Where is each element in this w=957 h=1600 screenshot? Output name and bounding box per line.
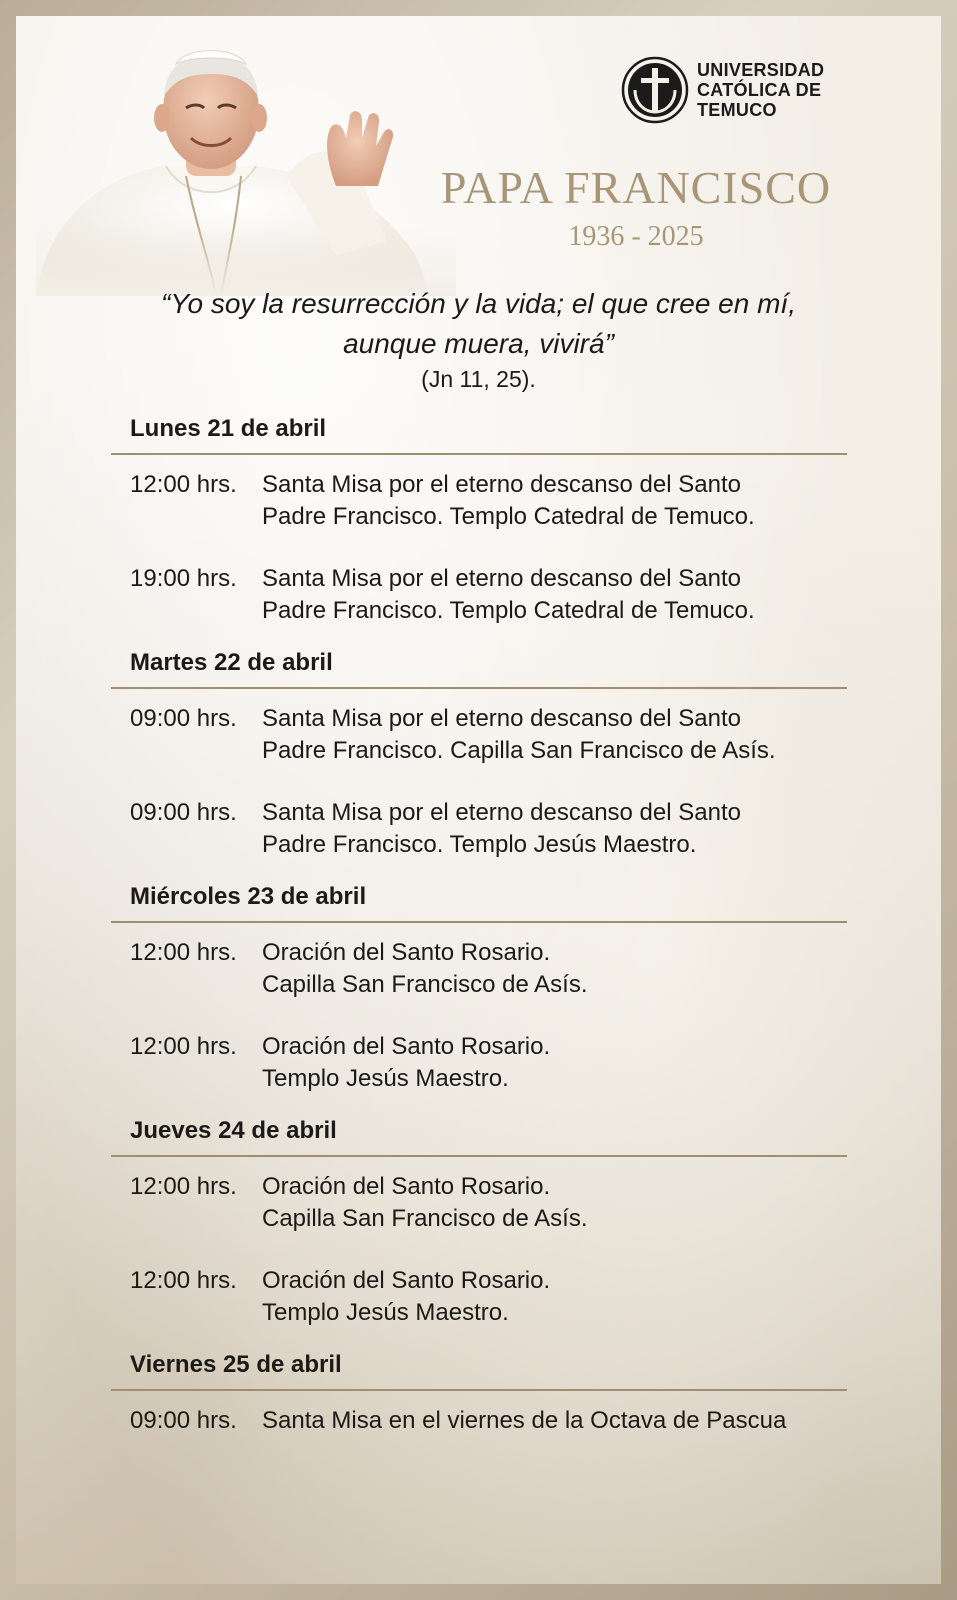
event-line: Santa Misa por el eterno descanso del Santo: [262, 705, 741, 732]
schedule-event: [130, 1405, 847, 1437]
logo-line: TEMUCO: [697, 100, 777, 120]
event-time: 12:00 hrs.: [130, 1173, 237, 1200]
schedule-event: [130, 1031, 847, 1095]
event-line: Oración del Santo Rosario.: [262, 939, 551, 966]
event-line: Santa Misa en el viernes de la Octava de Pascua: [262, 1407, 787, 1434]
event-line: Padre Francisco. Templo Catedral de Temuco.: [262, 503, 755, 530]
event-line: Oración del Santo Rosario.: [262, 1033, 551, 1060]
pope-portrait-illustration: [36, 26, 456, 296]
day-title: Viernes 25 de abril: [130, 1351, 342, 1378]
day-section: [111, 1113, 847, 1347]
day-section: [111, 1347, 847, 1455]
university-logo: [621, 56, 824, 124]
day-title: Martes 22 de abril: [130, 649, 333, 676]
event-line: Oración del Santo Rosario.: [262, 1267, 551, 1294]
event-line: Oración del Santo Rosario.: [262, 1173, 551, 1200]
event-time: 09:00 hrs.: [130, 799, 237, 826]
bible-quote: [76, 284, 881, 364]
day-section: [111, 879, 847, 1113]
event-description: [262, 1171, 847, 1235]
day-section: [111, 645, 847, 879]
logo-line: UNIVERSIDAD: [697, 60, 825, 80]
event-description: [262, 1405, 847, 1437]
university-emblem-icon: [621, 56, 689, 124]
day-title: Lunes 21 de abril: [130, 415, 327, 442]
event-description: [262, 937, 847, 1001]
event-line: Santa Misa por el eterno descanso del Santo: [262, 471, 741, 498]
event-time: 12:00 hrs.: [130, 1267, 237, 1294]
university-name: [697, 60, 824, 120]
event-time: 12:00 hrs.: [130, 471, 237, 498]
schedule-event: [130, 1171, 847, 1235]
event-line: Padre Francisco. Capilla San Francisco de Asís.: [262, 737, 776, 764]
life-years: 1936 - 2025: [568, 221, 704, 252]
day-title: Jueves 24 de abril: [130, 1117, 337, 1144]
quote-citation: (Jn 11, 25).: [421, 366, 536, 392]
event-time: 19:00 hrs.: [130, 565, 237, 592]
event-line: Santa Misa por el eterno descanso del Santo: [262, 799, 741, 826]
schedule-event: [130, 797, 847, 861]
event-line: Santa Misa por el eterno descanso del Santo: [262, 565, 741, 592]
memorial-poster: [16, 16, 941, 1584]
schedule-event: [130, 469, 847, 533]
schedule-event: [130, 703, 847, 767]
day-title: Miércoles 23 de abril: [130, 883, 367, 910]
event-time: 09:00 hrs.: [130, 1407, 237, 1434]
page-title: PAPA FRANCISCO: [440, 162, 832, 213]
event-description: [262, 1265, 847, 1329]
event-line: Capilla San Francisco de Asís.: [262, 971, 588, 998]
schedule-event: [130, 937, 847, 1001]
event-description: [262, 703, 847, 767]
event-line: Padre Francisco. Templo Jesús Maestro.: [262, 831, 697, 858]
schedule-event: [130, 1265, 847, 1329]
event-description: [262, 469, 847, 533]
event-time: 09:00 hrs.: [130, 705, 237, 732]
event-time: 12:00 hrs.: [130, 939, 237, 966]
event-time: 12:00 hrs.: [130, 1033, 237, 1060]
schedule-event: [130, 563, 847, 627]
event-description: [262, 563, 847, 627]
quote-line: “Yo soy la resurrección y la vida; el que cree en mí,: [161, 288, 796, 319]
event-description: [262, 797, 847, 861]
day-section: [111, 411, 847, 645]
event-line: Templo Jesús Maestro.: [262, 1299, 509, 1326]
event-line: Templo Jesús Maestro.: [262, 1065, 509, 1092]
event-description: [262, 1031, 847, 1095]
event-line: Capilla San Francisco de Asís.: [262, 1205, 588, 1232]
logo-line: CATÓLICA DE: [697, 80, 822, 100]
quote-line: aunque muera, vivirá”: [343, 328, 614, 359]
event-line: Padre Francisco. Templo Catedral de Temuco.: [262, 597, 755, 624]
schedule: [111, 411, 847, 1455]
